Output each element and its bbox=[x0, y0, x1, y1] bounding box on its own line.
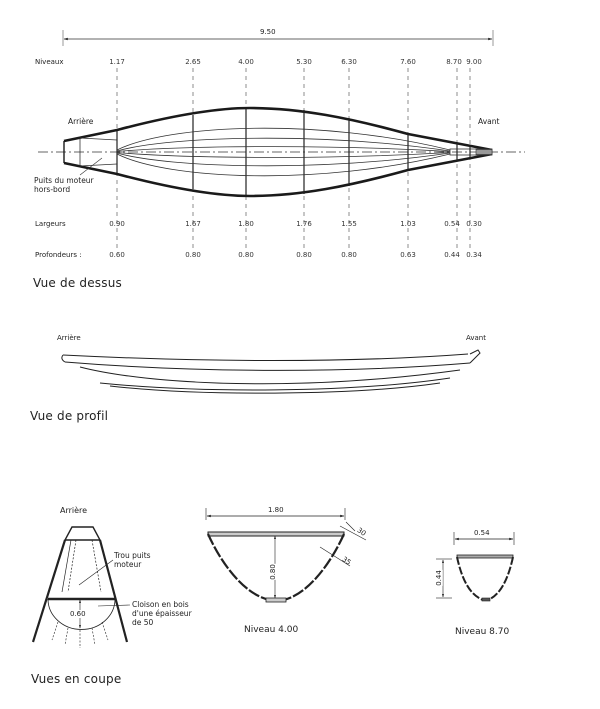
section-400-rib-label: 35 bbox=[340, 555, 353, 567]
niveau-value: 5.30 bbox=[296, 58, 312, 66]
section-400-plank-label: 30 bbox=[355, 526, 368, 538]
profondeur-value: 0.60 bbox=[109, 251, 125, 259]
section-870-caption: Niveau 8.70 bbox=[455, 627, 510, 637]
profile-view-title: Vue de profil bbox=[30, 409, 109, 423]
largeur-value: 0.30 bbox=[466, 220, 482, 228]
niveau-value: 1.17 bbox=[109, 58, 125, 66]
profondeur-value: 0.34 bbox=[466, 251, 482, 259]
largeur-value: 0.54 bbox=[444, 220, 460, 228]
niveau-value: 8.70 bbox=[446, 58, 462, 66]
niveau-value: 4.00 bbox=[238, 58, 254, 66]
profondeur-value: 0.80 bbox=[341, 251, 357, 259]
top-rear-label: Arrière bbox=[68, 117, 94, 126]
profondeur-value: 0.80 bbox=[238, 251, 254, 259]
bulkhead-note-line: de 50 bbox=[132, 618, 154, 627]
profondeur-value: 0.63 bbox=[400, 251, 416, 259]
largeur-value: 1.55 bbox=[341, 220, 357, 228]
profile-rear-label: Arrière bbox=[57, 334, 81, 342]
bulkhead-note bbox=[132, 600, 192, 627]
niveau-value: 6.30 bbox=[341, 58, 357, 66]
largeur-value: 1.76 bbox=[296, 220, 312, 228]
profondeur-value: 0.80 bbox=[185, 251, 201, 259]
sections-title: Vues en coupe bbox=[31, 672, 122, 686]
rear-section-label: Arrière bbox=[60, 506, 88, 515]
largeur-value: 1.80 bbox=[238, 220, 254, 228]
section-870-drawing bbox=[436, 532, 514, 601]
section-870-depth-label: 0.44 bbox=[434, 570, 443, 586]
motor-well-note-line: hors-bord bbox=[34, 185, 71, 194]
largeur-value: 0.90 bbox=[109, 220, 125, 228]
rear-depth-label: 0.60 bbox=[70, 610, 86, 618]
bulkhead-note-line: d'une épaisseur bbox=[132, 609, 192, 618]
largeurs-row-label: Largeurs bbox=[35, 220, 66, 228]
motor-hole-note bbox=[114, 551, 151, 569]
rear-section-drawing bbox=[33, 527, 130, 648]
motor-well-note-line: Puits du moteur bbox=[34, 176, 94, 185]
section-400-caption: Niveau 4.00 bbox=[244, 625, 299, 635]
profondeur-value: 0.44 bbox=[444, 251, 460, 259]
top-front-label: Avant bbox=[478, 117, 500, 126]
niveau-value: 9.00 bbox=[466, 58, 482, 66]
profondeurs-row-label: Profondeurs : bbox=[35, 251, 82, 259]
top-view-title: Vue de dessus bbox=[33, 276, 122, 290]
motor-well-note bbox=[34, 176, 94, 194]
niveaux-row-label: Niveaux bbox=[35, 58, 64, 66]
largeur-value: 1.67 bbox=[185, 220, 201, 228]
niveau-value: 2.65 bbox=[185, 58, 201, 66]
largeur-value: 1.03 bbox=[400, 220, 416, 228]
section-870-width-label: 0.54 bbox=[474, 529, 490, 537]
profile-view-drawing bbox=[62, 350, 480, 393]
total-length-label: 9.50 bbox=[260, 28, 276, 36]
motor-hole-note-line: moteur bbox=[114, 560, 142, 569]
section-400-depth-label: 0.80 bbox=[268, 564, 277, 580]
motor-hole-note-line: Trou puits bbox=[114, 551, 151, 560]
profile-front-label: Avant bbox=[466, 334, 486, 342]
bulkhead-note-line: Cloison en bois bbox=[132, 600, 189, 609]
section-400-drawing bbox=[206, 508, 366, 602]
profondeur-value: 0.80 bbox=[296, 251, 312, 259]
section-400-width-label: 1.80 bbox=[268, 506, 284, 514]
niveau-value: 7.60 bbox=[400, 58, 416, 66]
